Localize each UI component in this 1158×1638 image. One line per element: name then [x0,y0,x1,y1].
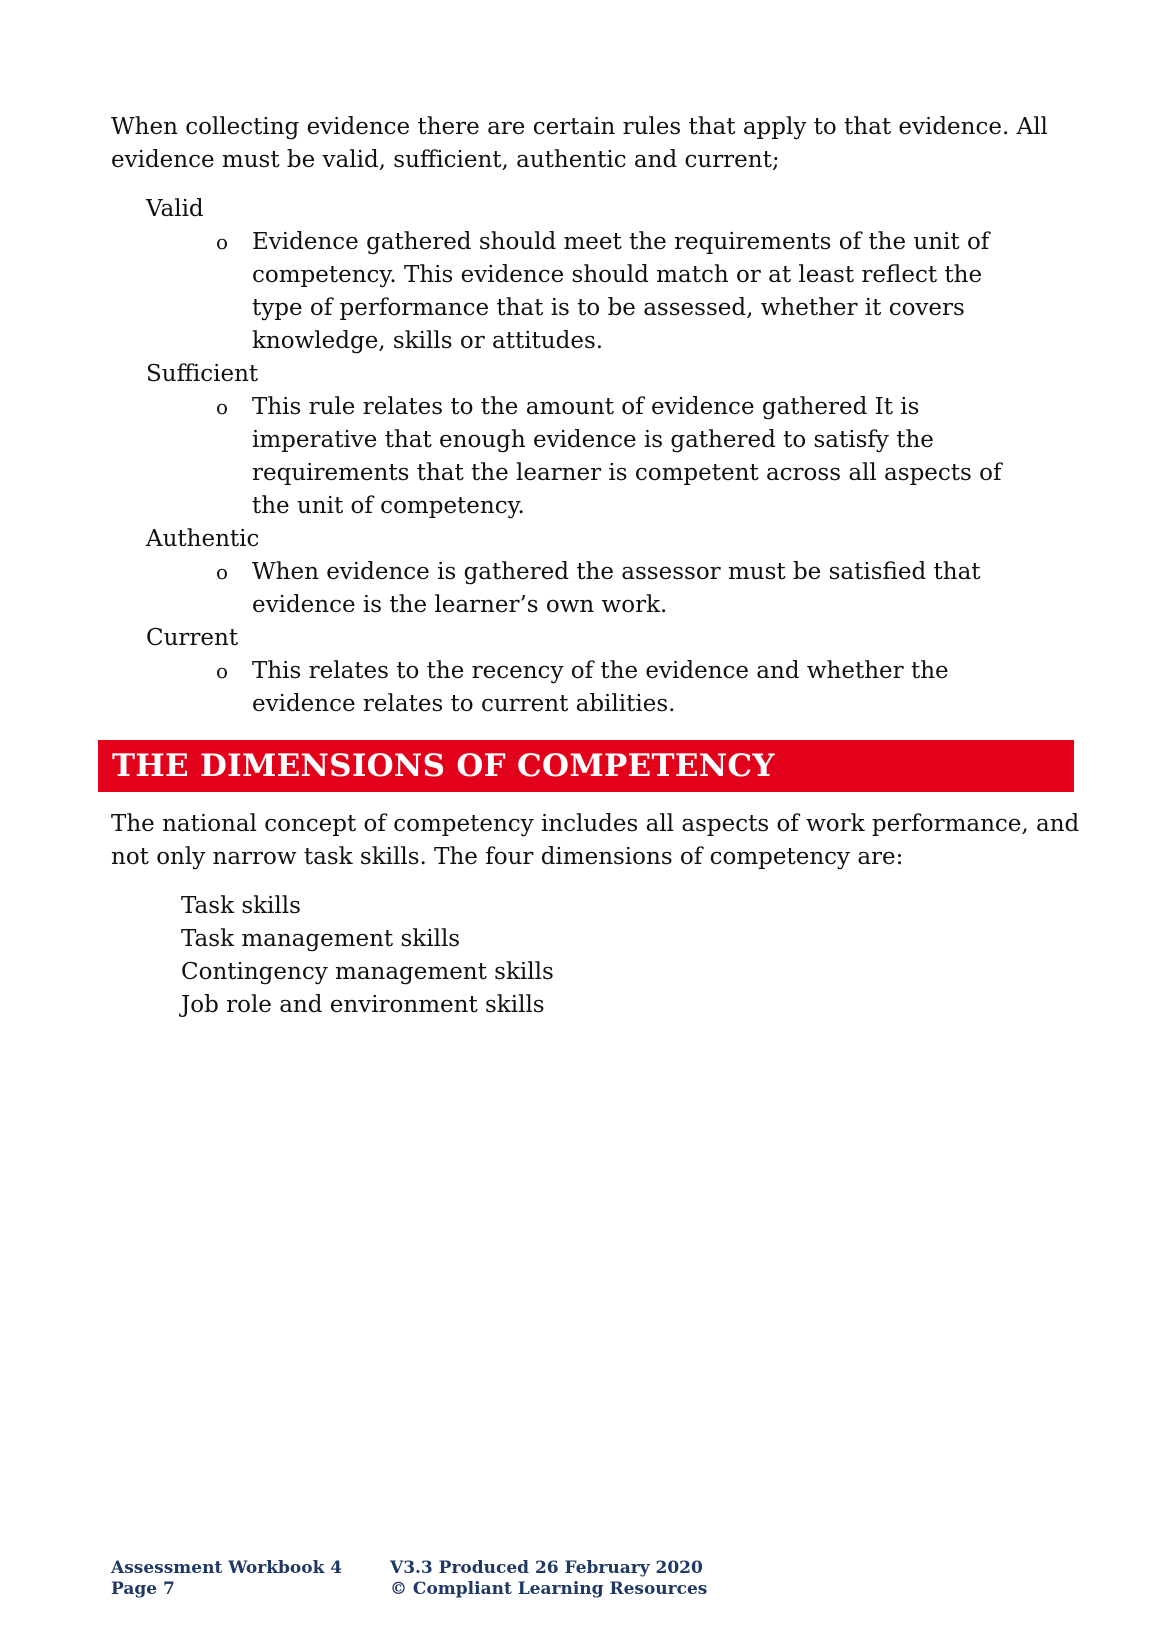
dimension-item: Task skills [181,893,301,919]
footer-copyright: © Compliant Learning Resources [390,1579,708,1599]
competency-paragraph: The national concept of competency includes all aspects of work performance, and not only narrow task skills. The four dimensions of competency are: [111,811,1080,870]
rule-description-text: This rule relates to the amount of evidence gathered It is imperative that enough evidence is gathered to satisfy the requirements that the learner is competent across all aspects of the unit of competency. [252,394,1002,519]
footer-right [390,1558,707,1600]
rule-title-sufficient: Sufficient [146,361,259,387]
footer-left [111,1558,342,1600]
dimension-item: Task management skills [181,926,461,952]
dimension-item: Contingency management skills [181,959,554,985]
bullet-icon: o [216,230,229,254]
footer-page-number: Page 7 [111,1579,175,1599]
dimension-item: Job role and environment skills [181,992,545,1018]
dimensions-list [181,890,554,1022]
section-heading: THE DIMENSIONS OF COMPETENCY [112,748,775,784]
evidence-rules-list [146,193,1046,721]
rule-title-authentic: Authentic [146,526,260,552]
rule-description-text: When evidence is gathered the assessor must be satisfied that evidence is the learner’s own work. [252,559,981,618]
intro-paragraph: When collecting evidence there are certain rules that apply to that evidence. All evidence must be valid, sufficient, authentic and current; [111,114,1048,173]
footer-workbook: Assessment Workbook 4 [111,1558,343,1578]
bullet-icon: o [216,659,229,683]
footer-version: V3.3 Produced 26 February 2020 [390,1558,703,1578]
bullet-icon: o [216,395,229,419]
rule-title-current: Current [146,625,239,651]
rule-description-text: Evidence gathered should meet the requirements of the unit of competency. This evidence should match or at least reflect the type of performance that is to be assessed, whether it covers knowledge, skills or attitudes. [252,229,990,354]
rule-description-text: This relates to the recency of the evidence and whether the evidence relates to current abilities. [252,658,949,717]
rule-description-authentic [146,556,1022,622]
rule-description-valid [146,226,1022,358]
rule-title-valid: Valid [146,196,204,222]
section-heading-bar [98,740,1074,792]
rule-description-current [146,655,1022,721]
rule-description-sufficient [146,391,1022,523]
bullet-icon: o [216,560,229,584]
